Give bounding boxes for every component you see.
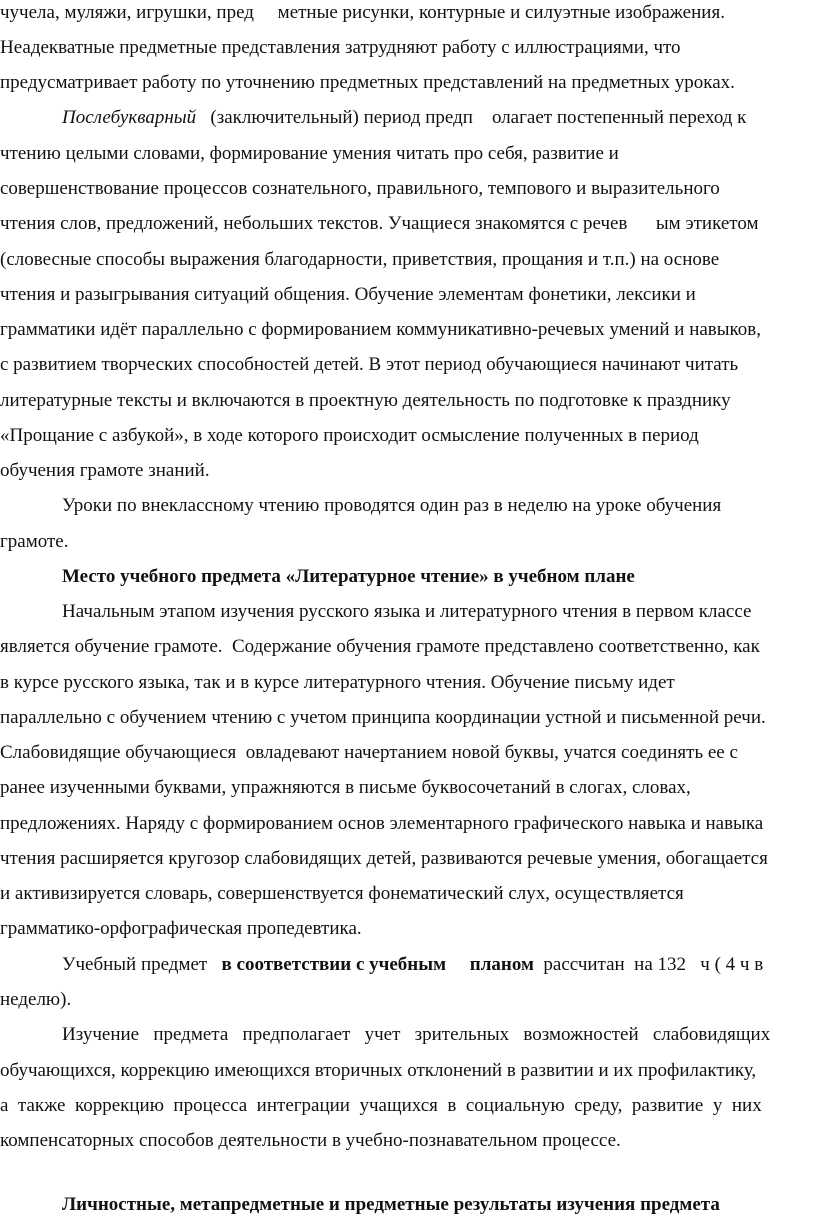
p5-line-1: Учебный предмет в соответствии с учебным планом рассчитан на 132 ч ( 4 ч в	[62, 954, 768, 975]
p2-line-6: чтения и разыгрывания ситуаций общения. Обучение элементам фонетики, лексики и	[0, 284, 696, 305]
p5-line-2: неделю).	[0, 989, 72, 1010]
p2-line-4: чтения слов, предложений, небольших текстов. Учащиеся знакомятся с речев ым этикетом	[0, 213, 759, 234]
p2-line-1: Послебукварный (заключительный) период предп олагает постепенный переход к	[62, 107, 747, 128]
p1-line-1: чучела, муляжи, игрушки, пред метные рисунки, контурные и силуэтные изображения.	[0, 2, 725, 23]
p2-line-5: (словесные способы выражения благодарности, приветствия, прощания и т.п.) на основе	[0, 249, 720, 270]
p3-line-2: грамоте.	[0, 531, 69, 552]
p4-line-9: и активизируется словарь, совершенствуется фонематический слух, осуществляется	[0, 883, 684, 904]
p1-line-2: Неадекватные предметные представления затрудняют работу с иллюстрациями, что	[0, 37, 681, 58]
section-heading-results: Личностные, метапредметные и предметные результаты изучения предмета	[62, 1194, 720, 1215]
p6-line-3: а также коррекцию процесса интеграции учащихся в социальную среду, развитие у них	[0, 1095, 762, 1116]
p4-line-5: Слабовидящие обучающиеся овладевают начертанием новой буквы, учатся соединять ее с	[0, 742, 738, 763]
p2-line-2: чтению целыми словами, формирование умения читать про себя, развитие и	[0, 143, 619, 164]
p2-line-9: литературные тексты и включаются в проектную деятельность по подготовке к празднику	[0, 390, 731, 411]
p4-line-6: ранее изученными буквами, упражняются в письме буквосочетаний в слогах, словах,	[0, 777, 691, 798]
term-post-alphabet: Послебукварный	[62, 107, 197, 128]
p4-line-1: Начальным этапом изучения русского языка и литературного чтения в первом классе	[62, 601, 752, 622]
p2-line-7: грамматики идёт параллельно с формированием коммуникативно-речевых умений и навыков,	[0, 319, 762, 340]
p2-line-11: обучения грамоте знаний.	[0, 460, 210, 481]
p5-bold-phrase-1: в соответствии с учебным планом	[221, 954, 534, 975]
p6-line-1: Изучение предмета предполагает учет зрительных возможностей слабовидящих	[62, 1024, 771, 1045]
p2-line-8: с развитием творческих способностей детей. В этот период обучающиеся начинают читать	[0, 354, 739, 375]
p2-line-3: совершенствование процессов сознательного, правильного, темпового и выразительного	[0, 178, 720, 199]
p6-line-4: компенсаторных способов деятельности в учебно-познавательном процессе.	[0, 1130, 621, 1151]
p4-line-8: чтения расширяется кругозор слабовидящих детей, развиваются речевые умения, обогащается	[0, 848, 768, 869]
p4-line-3: в курсе русского языка, так и в курсе литературного чтения. Обучение письму идет	[0, 672, 675, 693]
p1-line-3: предусматривает работу по уточнению предметных представлений на предметных уроках.	[0, 72, 735, 93]
p2-line-10: «Прощание с азбукой», в ходе которого происходит осмысление полученных в период	[0, 425, 699, 446]
p4-line-7: предложениях. Наряду с формированием основ элементарного графического навыка и навыка	[0, 813, 764, 834]
p4-line-2: является обучение грамоте. Содержание обучения грамоте представлено соответственно, как	[0, 636, 760, 657]
p4-line-4: параллельно с обучением чтению с учетом принципа координации устной и письменной речи.	[0, 707, 766, 728]
p6-line-2: обучающихся, коррекцию имеющихся вторичных отклонений в развитии и их профилактику,	[0, 1060, 757, 1081]
p4-line-10: грамматико-орфографическая пропедевтика.	[0, 918, 362, 939]
section-heading-subject-place: Место учебного предмета «Литературное чтение» в учебном плане	[62, 566, 635, 587]
p3-line-1: Уроки по внеклассному чтению проводятся один раз в неделю на уроке обучения	[62, 495, 722, 516]
